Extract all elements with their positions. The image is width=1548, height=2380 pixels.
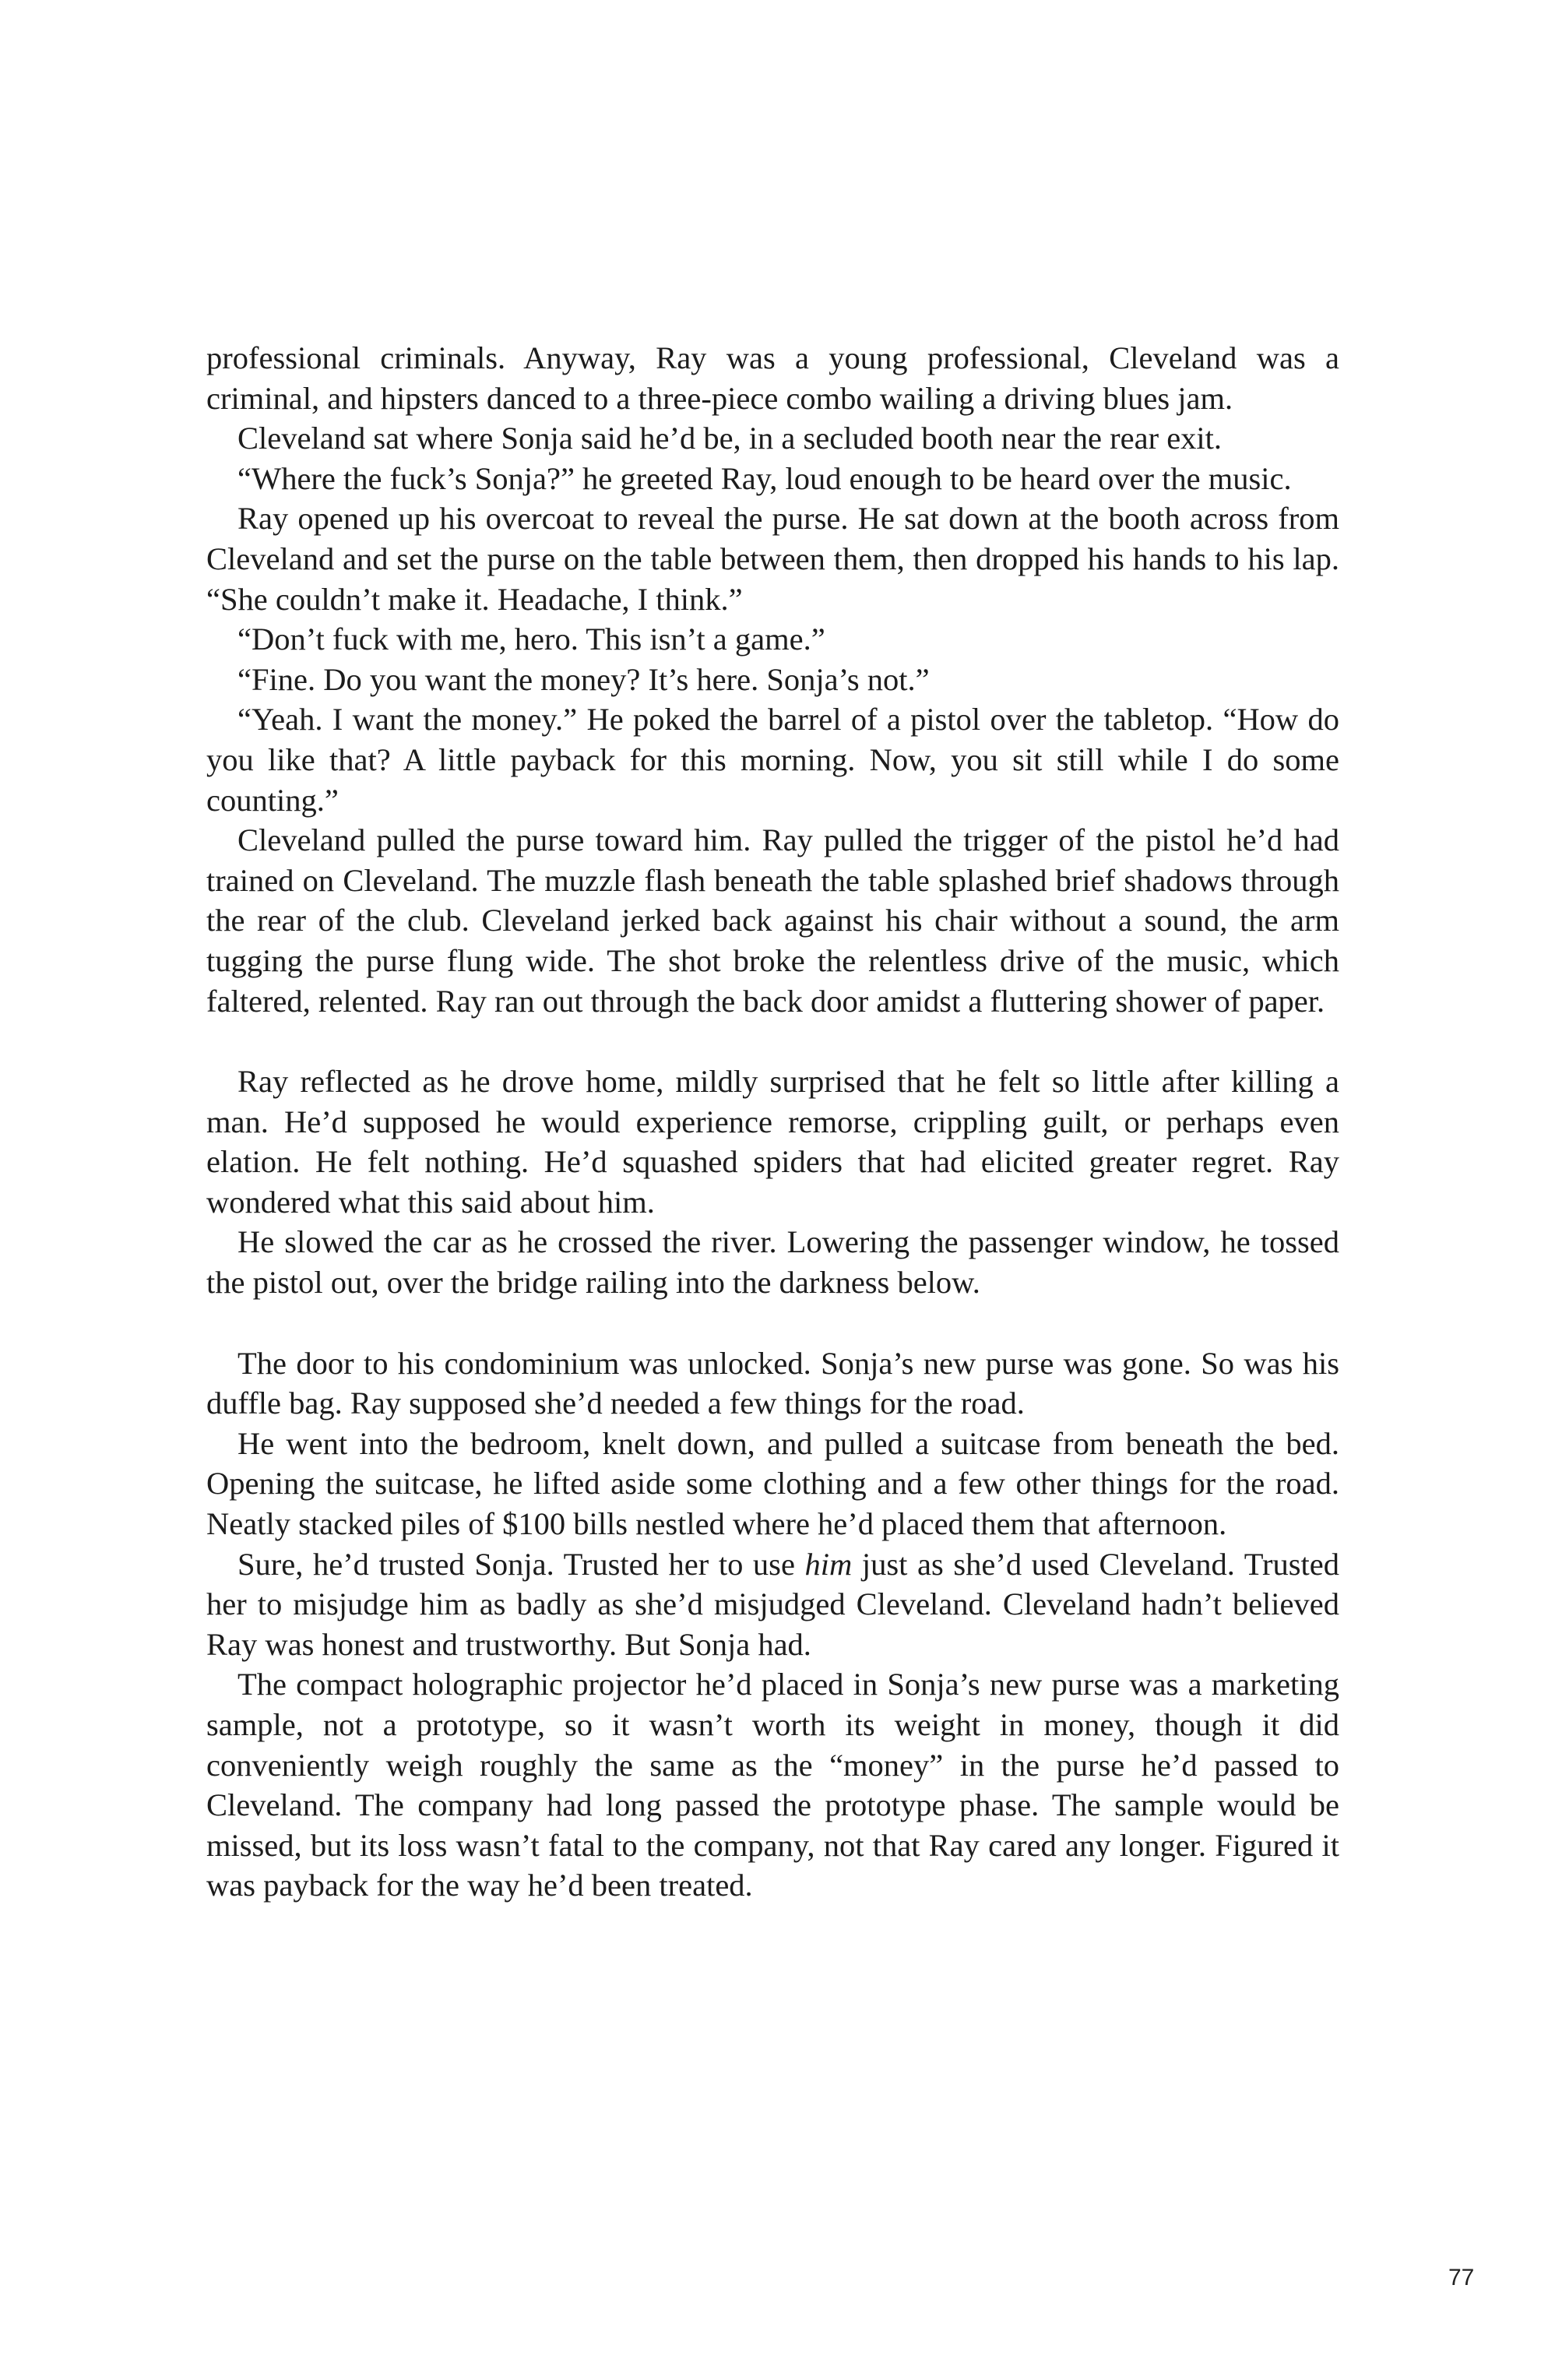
paragraph: “Fine. Do you want the money? It’s here. Sonja’s not.” xyxy=(237,661,930,697)
paragraph: Cleveland pulled the purse toward him. Ray pulled the trigger of the pistol he’d had trained on Cleveland. The muzzle flash beneath the table splashed brief shadows through the rear of the club. Cleveland jerked back against his chair without a sound, the arm tugging the purse flung wide. The shot broke the relentless drive of the music, which faltered, relented. Ray ran out through the back door amidst a fluttering shower of paper. xyxy=(206,822,1339,1019)
trust-text-after: just as she’d used Cleveland. Trusted her to misjudge him as badly as she’d misjudged Cleveland. Cleveland hadn’t believed Ray was honest and trustworthy. But Sonja had. xyxy=(206,1546,1339,1662)
body-text xyxy=(206,338,1339,1906)
paragraph: He went into the bedroom, knelt down, and pulled a suitcase from beneath the bed. Opening the suitcase, he lifted aside some clothing and a few other things for the road. Neatly stacked piles of $100 bills nestled where he’d placed them that afternoon. xyxy=(206,1425,1339,1542)
paragraph-continued: professional criminals. Anyway, Ray was a young professional, Cleveland was a criminal, and hipsters danced to a three-piece combo wailing a driving blues jam. xyxy=(206,340,1339,416)
paragraph: Cleveland sat where Sonja said he’d be, in a secluded booth near the rear exit. xyxy=(237,421,1223,456)
emphasis-him: him xyxy=(804,1546,853,1582)
paragraph: The door to his condominium was unlocked. Sonja’s new purse was gone. So was his duffle bag. Ray supposed she’d needed a few things for the road. xyxy=(206,1345,1339,1421)
paragraph: “Yeah. I want the money.” He poked the barrel of a pistol over the tabletop. “How do you like that? A little payback for this morning. Now, you sit still while I do some counting.” xyxy=(206,702,1339,818)
paragraph: “Don’t fuck with me, hero. This isn’t a game.” xyxy=(237,621,825,657)
paragraph: Ray reflected as he drove home, mildly surprised that he felt so little after killing a man. He’d supposed he would experience remorse, crippling guilt, or perhaps even elation. He felt nothing. He’d squashed spiders that had elicited greater regret. Ray wondered what this said about him. xyxy=(206,1064,1339,1220)
paragraph: Ray opened up his overcoat to reveal the purse. He sat down at the booth across from Cleveland and set the purse on the table between them, then dropped his hands to his lap. “She couldn’t make it. Headache, I think.” xyxy=(206,501,1339,617)
trust-text-before: Sure, he’d trusted Sonja. Trusted her to use xyxy=(237,1546,805,1582)
paragraph: He slowed the car as he crossed the river. Lowering the passenger window, he tossed the pistol out, over the bridge railing into the darkness below. xyxy=(206,1224,1339,1301)
scene-break xyxy=(206,1303,1339,1343)
scene-break xyxy=(206,1021,1339,1061)
paragraph: “Where the fuck’s Sonja?” he greeted Ray, loud enough to be heard over the music. xyxy=(237,460,1292,496)
page-number: 77 xyxy=(1448,2265,1475,2290)
paragraph-trust xyxy=(206,1544,1339,1665)
paragraph: The compact holographic projector he’d placed in Sonja’s new purse was a marketing sample, not a prototype, so it wasn’t worth its weight in money, though it did conveniently weigh roughly the same as the “money” in the purse he’d passed to Cleveland. The company had long passed the prototype phase. The sample would be missed, but its loss wasn’t fatal to the company, not that Ray cared any longer. Figured it was payback for the way he’d been treated. xyxy=(206,1667,1339,1903)
